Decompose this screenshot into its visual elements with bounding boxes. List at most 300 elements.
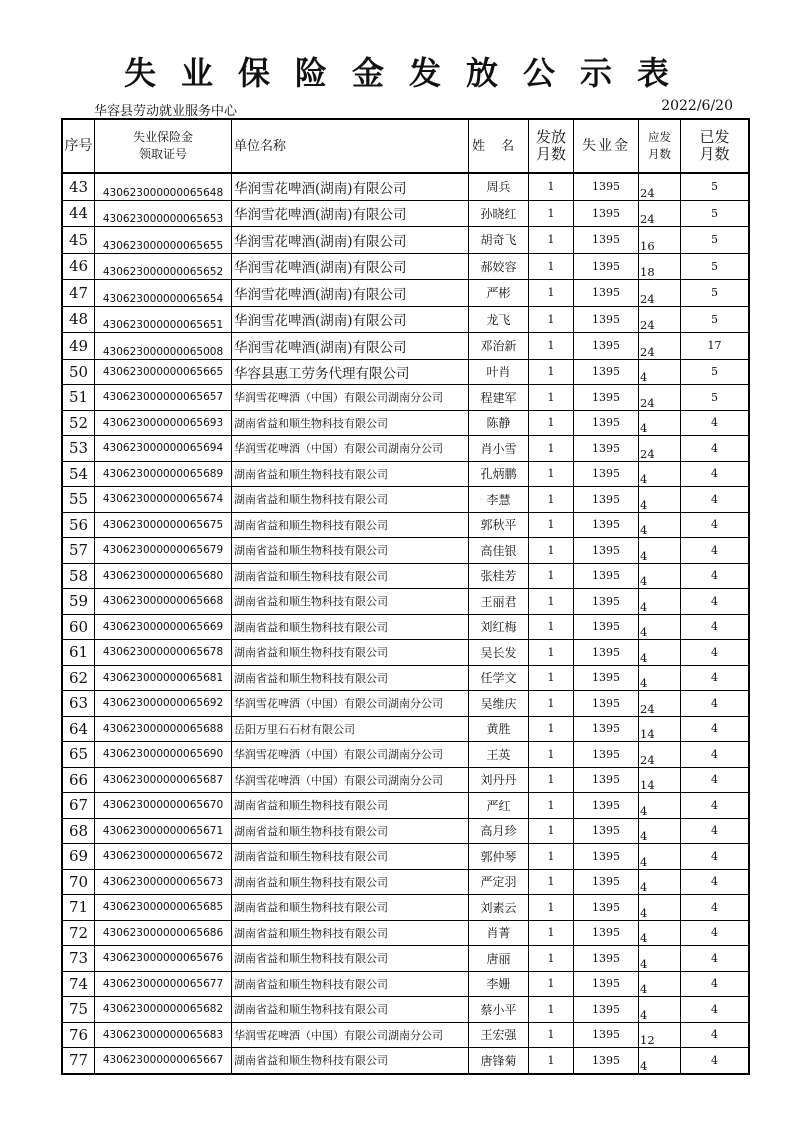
cell-unit-name: 湖南省益和顺生物科技有限公司 <box>232 818 469 844</box>
cell-paid-months: 4 <box>681 793 750 819</box>
cell-paid-months: 5 <box>681 385 750 411</box>
cell-cert-number: 430623000000065694 <box>95 436 232 462</box>
cell-due-months: 4 <box>639 793 681 819</box>
cell-person-name: 李慧 <box>469 487 529 513</box>
cell-amount: 1395 <box>574 895 639 921</box>
cell-person-name: 刘丹丹 <box>469 767 529 793</box>
cell-unit-name: 湖南省益和顺生物科技有限公司 <box>232 461 469 487</box>
cell-cert-number: 430623000000065669 <box>95 614 232 640</box>
cell-paid-months: 4 <box>681 971 750 997</box>
cell-due-months: 4 <box>639 461 681 487</box>
cell-paid-months: 4 <box>681 436 750 462</box>
cell-seq: 66 <box>62 767 95 793</box>
table-row <box>62 253 749 280</box>
cell-cert-number: 430623000000065674 <box>95 487 232 513</box>
cell-person-name: 肖菁 <box>469 920 529 946</box>
table-row <box>62 793 749 819</box>
cell-due-months: 14 <box>639 767 681 793</box>
cell-cert-number: 430623000000065686 <box>95 920 232 946</box>
cell-seq: 48 <box>62 306 95 333</box>
cell-paid-months: 4 <box>681 869 750 895</box>
cell-unit-name: 湖南省益和顺生物科技有限公司 <box>232 640 469 666</box>
header-unit: 单位名称 <box>232 119 469 173</box>
table-row <box>62 742 749 768</box>
cell-person-name: 严彬 <box>469 280 529 307</box>
cell-paid-months: 4 <box>681 665 750 691</box>
cell-amount: 1395 <box>574 253 639 280</box>
cell-amount: 1395 <box>574 410 639 436</box>
cell-amount: 1395 <box>574 385 639 411</box>
cell-paid-months: 4 <box>681 563 750 589</box>
cell-person-name: 高月珍 <box>469 818 529 844</box>
cell-unit-name: 湖南省益和顺生物科技有限公司 <box>232 410 469 436</box>
cell-cert-number: 430623000000065681 <box>95 665 232 691</box>
cell-person-name: 孙晓红 <box>469 200 529 227</box>
cell-issue-months: 1 <box>529 385 574 411</box>
cell-paid-months: 5 <box>681 227 750 254</box>
cell-due-months: 4 <box>639 971 681 997</box>
cell-due-months: 24 <box>639 333 681 360</box>
cell-unit-name: 华润雪花啤酒（中国）有限公司湖南分公司 <box>232 742 469 768</box>
cell-issue-months: 1 <box>529 1022 574 1048</box>
cell-unit-name: 华容县惠工劳务代理有限公司 <box>232 359 469 385</box>
cell-unit-name: 湖南省益和顺生物科技有限公司 <box>232 665 469 691</box>
header-paid-months-line2: 月数 <box>699 145 730 163</box>
cell-issue-months: 1 <box>529 253 574 280</box>
table-row <box>62 589 749 615</box>
cell-seq: 50 <box>62 359 95 385</box>
cell-cert-number: 430623000000065677 <box>95 971 232 997</box>
cell-paid-months: 5 <box>681 253 750 280</box>
header-cert-line1: 失业保险金 <box>132 130 193 144</box>
cell-paid-months: 4 <box>681 716 750 742</box>
cell-seq: 44 <box>62 200 95 227</box>
table-row <box>62 997 749 1023</box>
cell-cert-number: 430623000000065654 <box>95 280 232 307</box>
cell-issue-months: 1 <box>529 895 574 921</box>
cell-due-months: 4 <box>639 487 681 513</box>
cell-seq: 49 <box>62 333 95 360</box>
cell-seq: 57 <box>62 538 95 564</box>
cell-cert-number: 430623000000065683 <box>95 1022 232 1048</box>
cell-unit-name: 湖南省益和顺生物科技有限公司 <box>232 869 469 895</box>
cell-unit-name: 湖南省益和顺生物科技有限公司 <box>232 793 469 819</box>
cell-unit-name: 华润雪花啤酒(湖南)有限公司 <box>232 200 469 227</box>
cell-cert-number: 430623000000065680 <box>95 563 232 589</box>
cell-seq: 62 <box>62 665 95 691</box>
cell-amount: 1395 <box>574 997 639 1023</box>
cell-issue-months: 1 <box>529 1048 574 1074</box>
cell-amount: 1395 <box>574 461 639 487</box>
cell-person-name: 唐锋菊 <box>469 1048 529 1074</box>
cell-seq: 54 <box>62 461 95 487</box>
cell-paid-months: 4 <box>681 487 750 513</box>
table-row <box>62 538 749 564</box>
cell-unit-name: 湖南省益和顺生物科技有限公司 <box>232 512 469 538</box>
cell-cert-number: 430623000000065693 <box>95 410 232 436</box>
header-issue-months-line1: 发放 <box>535 128 566 146</box>
header-seq: 序号 <box>62 119 95 173</box>
cell-issue-months: 1 <box>529 793 574 819</box>
cell-issue-months: 1 <box>529 173 574 200</box>
cell-cert-number: 430623000000065648 <box>95 173 232 200</box>
cell-cert-number: 430623000000065676 <box>95 946 232 972</box>
cell-person-name: 唐丽 <box>469 946 529 972</box>
header-issue-months-line2: 月数 <box>535 145 566 163</box>
cell-amount: 1395 <box>574 563 639 589</box>
table-row <box>62 665 749 691</box>
cell-person-name: 黄胜 <box>469 716 529 742</box>
cell-seq: 51 <box>62 385 95 411</box>
table-row <box>62 767 749 793</box>
table-row <box>62 280 749 307</box>
cell-due-months: 24 <box>639 280 681 307</box>
cell-paid-months: 4 <box>681 742 750 768</box>
cell-seq: 76 <box>62 1022 95 1048</box>
cell-amount: 1395 <box>574 589 639 615</box>
table-row <box>62 946 749 972</box>
cell-seq: 55 <box>62 487 95 513</box>
cell-seq: 43 <box>62 173 95 200</box>
cell-paid-months: 4 <box>681 997 750 1023</box>
cell-due-months: 24 <box>639 200 681 227</box>
cell-due-months: 4 <box>639 410 681 436</box>
cell-due-months: 4 <box>639 563 681 589</box>
cell-person-name: 吴维庆 <box>469 691 529 717</box>
cell-seq: 60 <box>62 614 95 640</box>
table-row <box>62 306 749 333</box>
cell-unit-name: 湖南省益和顺生物科技有限公司 <box>232 614 469 640</box>
cell-due-months: 4 <box>639 869 681 895</box>
cell-person-name: 刘素云 <box>469 895 529 921</box>
cell-seq: 72 <box>62 920 95 946</box>
cell-seq: 69 <box>62 844 95 870</box>
cell-issue-months: 1 <box>529 280 574 307</box>
cell-cert-number: 430623000000065687 <box>95 767 232 793</box>
cell-amount: 1395 <box>574 946 639 972</box>
cell-person-name: 陈静 <box>469 410 529 436</box>
cell-issue-months: 1 <box>529 920 574 946</box>
cell-unit-name: 华润雪花啤酒(湖南)有限公司 <box>232 227 469 254</box>
cell-due-months: 14 <box>639 716 681 742</box>
cell-amount: 1395 <box>574 818 639 844</box>
cell-cert-number: 430623000000065668 <box>95 589 232 615</box>
cell-unit-name: 华润雪花啤酒（中国）有限公司湖南分公司 <box>232 385 469 411</box>
cell-seq: 45 <box>62 227 95 254</box>
cell-amount: 1395 <box>574 869 639 895</box>
table-row <box>62 200 749 227</box>
cell-cert-number: 430623000000065692 <box>95 691 232 717</box>
table-row <box>62 436 749 462</box>
cell-seq: 61 <box>62 640 95 666</box>
cell-seq: 46 <box>62 253 95 280</box>
cell-seq: 64 <box>62 716 95 742</box>
cell-unit-name: 岳阳万里石石材有限公司 <box>232 716 469 742</box>
cell-issue-months: 1 <box>529 844 574 870</box>
cell-due-months: 4 <box>639 589 681 615</box>
cell-amount: 1395 <box>574 436 639 462</box>
cell-cert-number: 430623000000065675 <box>95 512 232 538</box>
cell-paid-months: 4 <box>681 946 750 972</box>
cell-paid-months: 5 <box>681 200 750 227</box>
table-row <box>62 410 749 436</box>
header-due-months-line1: 应发 <box>648 130 671 144</box>
cell-seq: 52 <box>62 410 95 436</box>
table-row <box>62 895 749 921</box>
cell-unit-name: 湖南省益和顺生物科技有限公司 <box>232 920 469 946</box>
table-row <box>62 359 749 385</box>
cell-cert-number: 430623000000065670 <box>95 793 232 819</box>
cell-due-months: 4 <box>639 920 681 946</box>
table-row <box>62 1022 749 1048</box>
cell-amount: 1395 <box>574 173 639 200</box>
header-issue-months <box>529 119 574 173</box>
cell-amount: 1395 <box>574 1048 639 1074</box>
cell-amount: 1395 <box>574 200 639 227</box>
table-row <box>62 173 749 200</box>
cell-cert-number: 430623000000065651 <box>95 306 232 333</box>
cell-person-name: 王英 <box>469 742 529 768</box>
cell-seq: 74 <box>62 971 95 997</box>
table-row <box>62 869 749 895</box>
cell-seq: 68 <box>62 818 95 844</box>
cell-person-name: 郭仲琴 <box>469 844 529 870</box>
table-row <box>62 818 749 844</box>
header-paid-months-line1: 已发 <box>699 128 730 146</box>
cell-cert-number: 430623000000065655 <box>95 227 232 254</box>
cell-seq: 75 <box>62 997 95 1023</box>
cell-amount: 1395 <box>574 306 639 333</box>
table-row <box>62 512 749 538</box>
cell-issue-months: 1 <box>529 461 574 487</box>
cell-cert-number: 430623000000065689 <box>95 461 232 487</box>
cell-unit-name: 湖南省益和顺生物科技有限公司 <box>232 538 469 564</box>
cell-paid-months: 4 <box>681 895 750 921</box>
cell-amount: 1395 <box>574 920 639 946</box>
publish-date: 2022/6/20 <box>661 98 733 114</box>
cell-cert-number: 430623000000065688 <box>95 716 232 742</box>
cell-cert-number: 430623000000065667 <box>95 1048 232 1074</box>
cell-amount: 1395 <box>574 512 639 538</box>
cell-issue-months: 1 <box>529 306 574 333</box>
table-row <box>62 716 749 742</box>
cell-seq: 47 <box>62 280 95 307</box>
cell-unit-name: 华润雪花啤酒（中国）有限公司湖南分公司 <box>232 1022 469 1048</box>
cell-person-name: 邓治新 <box>469 333 529 360</box>
cell-issue-months: 1 <box>529 512 574 538</box>
cell-cert-number: 430623000000065653 <box>95 200 232 227</box>
cell-person-name: 严定羽 <box>469 869 529 895</box>
cell-amount: 1395 <box>574 844 639 870</box>
cell-person-name: 任学文 <box>469 665 529 691</box>
table-row <box>62 614 749 640</box>
cell-paid-months: 4 <box>681 844 750 870</box>
cell-due-months: 18 <box>639 253 681 280</box>
cell-issue-months: 1 <box>529 971 574 997</box>
cell-issue-months: 1 <box>529 410 574 436</box>
cell-paid-months: 4 <box>681 512 750 538</box>
cell-amount: 1395 <box>574 359 639 385</box>
page-title: 失业保险金发放公示表 <box>123 54 694 92</box>
table-body <box>62 173 749 1074</box>
cell-issue-months: 1 <box>529 742 574 768</box>
cell-issue-months: 1 <box>529 563 574 589</box>
cell-unit-name: 华润雪花啤酒（中国）有限公司湖南分公司 <box>232 691 469 717</box>
cell-issue-months: 1 <box>529 538 574 564</box>
cell-person-name: 李姗 <box>469 971 529 997</box>
cell-due-months: 24 <box>639 691 681 717</box>
cell-cert-number: 430623000000065673 <box>95 869 232 895</box>
table-row <box>62 461 749 487</box>
cell-due-months: 4 <box>639 640 681 666</box>
cell-paid-months: 5 <box>681 359 750 385</box>
cell-due-months: 24 <box>639 173 681 200</box>
cell-amount: 1395 <box>574 742 639 768</box>
cell-cert-number: 430623000000065679 <box>95 538 232 564</box>
header-cert-line2: 领取证号 <box>138 147 187 161</box>
cell-paid-months: 5 <box>681 306 750 333</box>
cell-cert-number: 430623000000065652 <box>95 253 232 280</box>
cell-due-months: 4 <box>639 818 681 844</box>
cell-due-months: 4 <box>639 946 681 972</box>
cell-paid-months: 5 <box>681 173 750 200</box>
cell-due-months: 4 <box>639 614 681 640</box>
cell-cert-number: 430623000000065685 <box>95 895 232 921</box>
cell-amount: 1395 <box>574 280 639 307</box>
cell-person-name: 张桂芳 <box>469 563 529 589</box>
cell-paid-months: 4 <box>681 818 750 844</box>
cell-unit-name: 湖南省益和顺生物科技有限公司 <box>232 1048 469 1074</box>
cell-person-name: 龙飞 <box>469 306 529 333</box>
table-row <box>62 844 749 870</box>
cell-amount: 1395 <box>574 487 639 513</box>
cell-due-months: 16 <box>639 227 681 254</box>
cell-unit-name: 华润雪花啤酒（中国）有限公司湖南分公司 <box>232 436 469 462</box>
cell-unit-name: 湖南省益和顺生物科技有限公司 <box>232 487 469 513</box>
header-cert <box>95 119 232 173</box>
cell-issue-months: 1 <box>529 589 574 615</box>
cell-person-name: 吴长发 <box>469 640 529 666</box>
cell-seq: 77 <box>62 1048 95 1074</box>
cell-paid-months: 4 <box>681 1048 750 1074</box>
table-row <box>62 487 749 513</box>
cell-cert-number: 430623000000065678 <box>95 640 232 666</box>
cell-due-months: 4 <box>639 1048 681 1074</box>
cell-person-name: 蔡小平 <box>469 997 529 1023</box>
cell-issue-months: 1 <box>529 665 574 691</box>
cell-amount: 1395 <box>574 716 639 742</box>
cell-person-name: 王宏强 <box>469 1022 529 1048</box>
header-due-months-line2: 月数 <box>648 147 671 161</box>
table-row <box>62 920 749 946</box>
cell-paid-months: 4 <box>681 767 750 793</box>
cell-issue-months: 1 <box>529 640 574 666</box>
cell-cert-number: 430623000000065657 <box>95 385 232 411</box>
cell-person-name: 周兵 <box>469 173 529 200</box>
cell-amount: 1395 <box>574 640 639 666</box>
table-row <box>62 227 749 254</box>
table-row <box>62 1048 749 1074</box>
header-amount: 失业金 <box>574 119 639 173</box>
cell-paid-months: 4 <box>681 920 750 946</box>
cell-issue-months: 1 <box>529 436 574 462</box>
cell-issue-months: 1 <box>529 869 574 895</box>
cell-person-name: 叶肖 <box>469 359 529 385</box>
table-row <box>62 691 749 717</box>
cell-amount: 1395 <box>574 971 639 997</box>
table-row <box>62 385 749 411</box>
cell-person-name: 程建军 <box>469 385 529 411</box>
cell-issue-months: 1 <box>529 227 574 254</box>
cell-seq: 65 <box>62 742 95 768</box>
cell-due-months: 4 <box>639 512 681 538</box>
cell-person-name: 孔炳鹏 <box>469 461 529 487</box>
header-due-months <box>639 119 681 173</box>
cell-unit-name: 湖南省益和顺生物科技有限公司 <box>232 563 469 589</box>
cell-unit-name: 湖南省益和顺生物科技有限公司 <box>232 589 469 615</box>
table-row <box>62 640 749 666</box>
cell-due-months: 24 <box>639 436 681 462</box>
cell-paid-months: 17 <box>681 333 750 360</box>
cell-paid-months: 5 <box>681 280 750 307</box>
cell-cert-number: 430623000000065682 <box>95 997 232 1023</box>
cell-amount: 1395 <box>574 767 639 793</box>
cell-paid-months: 4 <box>681 538 750 564</box>
cell-due-months: 4 <box>639 895 681 921</box>
cell-paid-months: 4 <box>681 691 750 717</box>
cell-paid-months: 4 <box>681 410 750 436</box>
cell-seq: 71 <box>62 895 95 921</box>
cell-due-months: 24 <box>639 385 681 411</box>
cell-due-months: 4 <box>639 359 681 385</box>
organization-name: 华容县劳动就业服务中心 <box>94 104 238 119</box>
cell-amount: 1395 <box>574 665 639 691</box>
cell-issue-months: 1 <box>529 716 574 742</box>
cell-unit-name: 湖南省益和顺生物科技有限公司 <box>232 997 469 1023</box>
cell-issue-months: 1 <box>529 200 574 227</box>
cell-issue-months: 1 <box>529 946 574 972</box>
cell-seq: 63 <box>62 691 95 717</box>
cell-paid-months: 4 <box>681 640 750 666</box>
cell-amount: 1395 <box>574 333 639 360</box>
cell-seq: 70 <box>62 869 95 895</box>
cell-person-name: 刘红梅 <box>469 614 529 640</box>
table-header-row <box>62 119 749 173</box>
cell-seq: 58 <box>62 563 95 589</box>
cell-issue-months: 1 <box>529 997 574 1023</box>
cell-unit-name: 华润雪花啤酒(湖南)有限公司 <box>232 253 469 280</box>
cell-amount: 1395 <box>574 691 639 717</box>
cell-amount: 1395 <box>574 793 639 819</box>
cell-person-name: 郝姣容 <box>469 253 529 280</box>
cell-unit-name: 华润雪花啤酒（中国）有限公司湖南分公司 <box>232 767 469 793</box>
cell-seq: 73 <box>62 946 95 972</box>
cell-cert-number: 430623000000065008 <box>95 333 232 360</box>
cell-issue-months: 1 <box>529 818 574 844</box>
table-row <box>62 333 749 360</box>
cell-issue-months: 1 <box>529 614 574 640</box>
cell-issue-months: 1 <box>529 487 574 513</box>
header-name: 姓 名 <box>469 119 529 173</box>
cell-unit-name: 湖南省益和顺生物科技有限公司 <box>232 895 469 921</box>
cell-paid-months: 4 <box>681 589 750 615</box>
cell-paid-months: 4 <box>681 1022 750 1048</box>
cell-due-months: 4 <box>639 665 681 691</box>
cell-seq: 53 <box>62 436 95 462</box>
cell-seq: 56 <box>62 512 95 538</box>
cell-unit-name: 华润雪花啤酒(湖南)有限公司 <box>232 306 469 333</box>
cell-cert-number: 430623000000065665 <box>95 359 232 385</box>
